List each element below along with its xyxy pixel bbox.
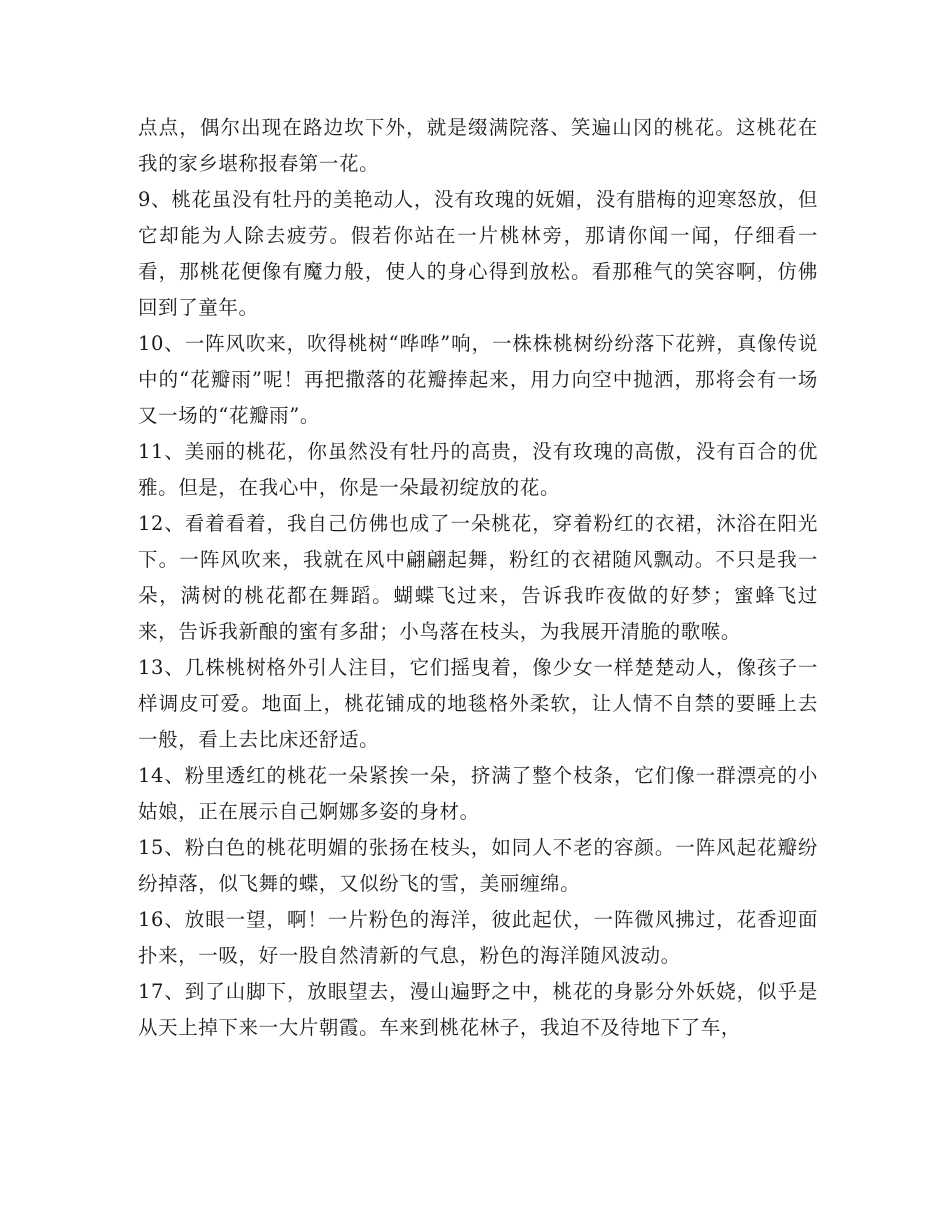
paragraph-11: 11、美丽的桃花，你虽然没有牡丹的高贵，没有玫瑰的高傲，没有百合的优雅。但是，在我心中，你是一朵最初绽放的花。 xyxy=(138,440,818,499)
paragraph-16: 16、放眼一望，啊！一片粉色的海洋，彼此起伏，一阵微风拂过，花香迎面扑来，一吸，好一股自然清新的气息，粉色的海洋随风波动。 xyxy=(138,908,818,967)
paragraph-15: 15、粉白色的桃花明媚的张扬在枝头，如同人不老的容颜。一阵风起花瓣纷纷掉落，似飞舞的蝶，又似纷飞的雪，美丽缠绵。 xyxy=(138,836,818,895)
paragraph-continuation: 点点，偶尔出现在路边坎下外，就是缀满院落、笑遍山冈的桃花。这桃花在我的家乡堪称报春第一花。 xyxy=(138,116,818,175)
paragraph-9: 9、桃花虽没有牡丹的美艳动人，没有玫瑰的妩媚，没有腊梅的迎寒怒放，但它却能为人除去疲劳。假若你站在一片桃林旁，那请你闻一闻，仔细看一看，那桃花便像有魔力般，使人的身心得到放松。看那稚气的笑容啊，仿佛回到了童年。 xyxy=(138,188,818,319)
paragraph-14: 14、粉里透红的桃花一朵紧挨一朵，挤满了整个枝条，它们像一群漂亮的小姑娘，正在展示自己婀娜多姿的身材。 xyxy=(138,764,818,823)
document-body xyxy=(138,110,818,1046)
paragraph-10: 10、一阵风吹来，吹得桃树“哗哗”响，一株株桃树纷纷落下花辨，真像传说中的“花瓣雨”呢！再把撒落的花瓣捧起来，用力向空中抛洒，那将会有一场又一场的“花瓣雨”。 xyxy=(138,332,818,427)
paragraph-17: 17、到了山脚下，放眼望去，漫山遍野之中，桃花的身影分外妖娆，似乎是从天上掉下来一大片朝霞。车来到桃花林子，我迫不及待地下了车， xyxy=(138,980,818,1039)
paragraph-12: 12、看着看着，我自己仿佛也成了一朵桃花，穿着粉红的衣裙，沐浴在阳光下。一阵风吹来，我就在风中翩翩起舞，粉红的衣裙随风飘动。不只是我一朵，满树的桃花都在舞蹈。蝴蝶飞过来，告诉我昨夜做的好梦；蜜蜂飞过来，告诉我新酿的蜜有多甜；小鸟落在枝头，为我展开清脆的歌喉。 xyxy=(138,512,818,643)
paragraph-13: 13、几株桃树格外引人注目，它们摇曳着，像少女一样楚楚动人，像孩子一样调皮可爱。地面上，桃花铺成的地毯格外柔软，让人情不自禁的要睡上去一般，看上去比床还舒适。 xyxy=(138,656,818,751)
